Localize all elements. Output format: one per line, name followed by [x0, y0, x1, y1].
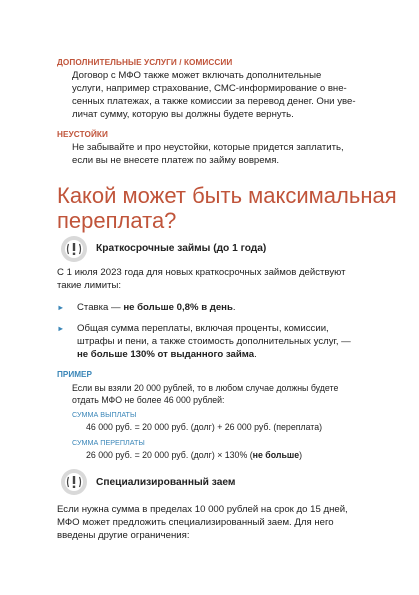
page-title: [57, 183, 397, 233]
example-line: Если вы взяли 20 000 рублей, то в любом случае должны будете: [72, 383, 339, 393]
services-line: услуги, например страхование, СМС-информирование о вне-: [72, 83, 347, 94]
page-title-line1: Какой может быть максимальная: [57, 183, 397, 208]
penalties-line: Не забывайте и про неустойки, которые придется заплатить,: [72, 142, 344, 153]
services-line: личат сумму, которую вы должны будете вернуть.: [72, 109, 294, 120]
bullet-rate-end: .: [232, 302, 236, 313]
bullet-overpayment-line: Общая сумма переплаты, включая проценты, комиссии,: [77, 323, 329, 334]
bullet-overpayment-line: штрафы и пени, а также стоимость дополнительных услуг, —: [77, 336, 351, 347]
intro-line: такие лимиты:: [57, 280, 122, 291]
example-formula-overpayment: [86, 449, 302, 461]
example-sub-overpayment: СУММА ПЕРЕПЛАТЫ: [72, 438, 145, 447]
formula-bold: не больше: [252, 450, 300, 460]
specialized-paragraph: [57, 503, 362, 542]
services-paragraph: [72, 69, 364, 121]
services-line: Договор с МФО также может включать дополнительные: [72, 70, 322, 81]
bullet-arrow-icon: ►: [57, 303, 65, 312]
bullet-overpayment-end: .: [254, 349, 257, 360]
specialized-title: Специализированный заем: [96, 477, 236, 488]
example-line: отдать МФО не более 46 000 рублей:: [72, 395, 225, 405]
example-heading: ПРИМЕР: [57, 370, 92, 379]
bullet-overpayment: [77, 322, 367, 361]
page-title-line2: переплата?: [57, 208, 177, 233]
exclamation-icon: [60, 468, 88, 496]
bullet-overpayment-line: [77, 348, 367, 361]
example-formula-payment: 46 000 руб. = 20 000 руб. (долг) + 26 000 руб. (переплата): [86, 422, 323, 432]
short-loans-intro: [57, 266, 362, 292]
formula-end: ): [299, 450, 303, 460]
formula-start: 26 000 руб. = 20 000 руб. (долг) × 130% (: [86, 450, 253, 460]
bullet-arrow-icon: ►: [57, 324, 65, 333]
bullet-overpayment-bold: не больше 130% от выданного займа: [77, 349, 255, 360]
bullet-rate-bold: не больше 0,8% в день: [123, 302, 233, 313]
bullet-rate: [77, 301, 367, 314]
exclamation-icon: [60, 235, 88, 263]
specialized-line: МФО может предложить специализированный заем. Для него: [57, 517, 334, 528]
bullet-rate-text: Ставка —: [77, 302, 124, 313]
intro-line: С 1 июля 2023 года для новых краткосрочных займов действуют: [57, 267, 346, 278]
short-loans-title: Краткосрочные займы (до 1 года): [96, 243, 267, 254]
example-sub-payment: СУММА ВЫПЛАТЫ: [72, 410, 137, 419]
section-heading-penalties: НЕУСТОЙКИ: [57, 130, 109, 139]
penalties-line: если вы не внесете платеж по займу вовремя.: [72, 155, 280, 166]
specialized-line: Если нужна сумма в пределах 10 000 рублей на срок до 15 дней,: [57, 504, 348, 515]
penalties-paragraph: [72, 141, 364, 167]
services-line: сенных платежах, а также комиссии за перевод денег. Они уве-: [72, 96, 356, 107]
specialized-line: введены другие ограничения:: [57, 530, 190, 541]
section-heading-services: ДОПОЛНИТЕЛЬНЫЕ УСЛУГИ / КОМИССИИ: [57, 58, 233, 67]
example-paragraph: [72, 382, 364, 406]
